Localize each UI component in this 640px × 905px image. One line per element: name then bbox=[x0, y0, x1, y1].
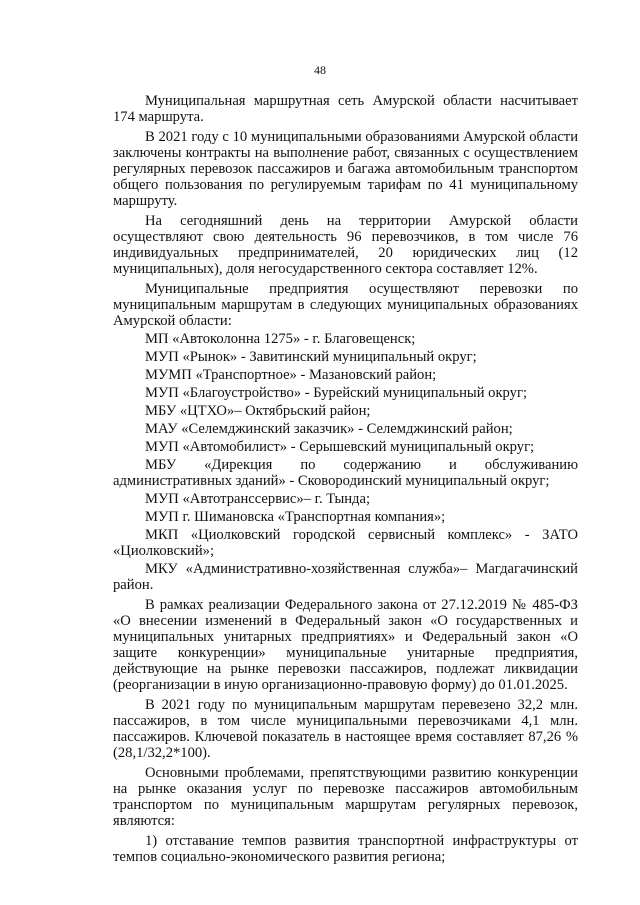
paragraph-carriers: На сегодняшний день на территории Амурской области осуществляют свою деятельность 96 перевозчиков, в том числе 76 индивидуальных предпринимателей, 20 юридических лиц (12 муниципальных), доля негосударственного сектора составляет 12%. bbox=[113, 213, 578, 277]
enterprise-list-item: МУП «Благоустройство» - Бурейский муниципальный округ; bbox=[145, 385, 527, 401]
document-body bbox=[113, 93, 578, 865]
enterprise-list-item: МУП «Автомобилист» - Серышевский муниципальный округ; bbox=[145, 439, 535, 455]
enterprise-list-item: МУМП «Транспортное» - Мазановский район; bbox=[145, 367, 437, 383]
enterprise-list-item: МУП г. Шимановска «Транспортная компания»; bbox=[145, 509, 446, 525]
enterprise-list-item: МУП «Рынок» - Завитинский муниципальный округ; bbox=[145, 349, 477, 365]
paragraph-contracts: В 2021 году с 10 муниципальными образованиями Амурской области заключены контракты на выполнение работ, связанных с осуществлением регулярных перевозок пассажиров и багажа автомобильным транспортом общего пользования по регулируемым тарифам по 41 муниципальному маршруту. bbox=[113, 129, 578, 209]
paragraph-main-problems: Основными проблемами, препятствующими развитию конкуренции на рынке оказания услуг по перевозке пассажиров автомобильным транспортом по муниципальным маршрутам регулярных перевозок, являются: bbox=[113, 765, 578, 829]
enterprise-list-item: МАУ «Селемджинский заказчик» - Селемджинский район; bbox=[145, 421, 513, 437]
paragraph-problem-1: 1) отставание темпов развития транспортной инфраструктуры от темпов социально-экономического развития региона; bbox=[113, 833, 578, 865]
paragraph-route-network: Муниципальная маршрутная сеть Амурской области насчитывает 174 маршрута. bbox=[113, 93, 578, 125]
paragraph-municipal-enterprises-intro: Муниципальные предприятия осуществляют перевозки по муниципальным маршрутам в следующих муниципальных образованиях Амурской области: bbox=[113, 281, 578, 329]
enterprise-list-item: МП «Автоколонна 1275» - г. Благовещенск; bbox=[145, 331, 416, 347]
enterprise-list-item: МБУ «ЦТХО»– Октябрьский район; bbox=[145, 403, 371, 419]
enterprise-list-item: МКУ «Административно-хозяйственная служба»– Магдагачинский район. bbox=[113, 561, 578, 593]
enterprise-list-item: МКП «Циолковский городской сервисный комплекс» - ЗАТО «Циолковский»; bbox=[113, 527, 578, 559]
enterprise-list-item: МБУ «Дирекция по содержанию и обслуживанию административных зданий» - Сковородинский муниципальный округ; bbox=[113, 457, 578, 489]
paragraph-federal-law: В рамках реализации Федерального закона от 27.12.2019 № 485-ФЗ «О внесении изменений в Федеральный закон «О государственных и муниципальных унитарных предприятиях» и Федеральный закон «О защите конкуренции» муниципальные унитарные предприятия, действующие на рынке перевозки пассажиров, подлежат ликвидации (реорганизации в иную организационно-правовую форму) до 01.01.2025. bbox=[113, 597, 578, 693]
paragraph-passenger-statistics: В 2021 году по муниципальным маршрутам перевезено 32,2 млн. пассажиров, в том числе муниципальными перевозчиками 4,1 млн. пассажиров. Ключевой показатель в настоящее время составляет 87,26 % (28,1/32,2*100). bbox=[113, 697, 578, 761]
enterprise-list-item: МУП «Автотранссервис»– г. Тында; bbox=[145, 491, 371, 507]
page-number: 48 bbox=[314, 63, 326, 77]
